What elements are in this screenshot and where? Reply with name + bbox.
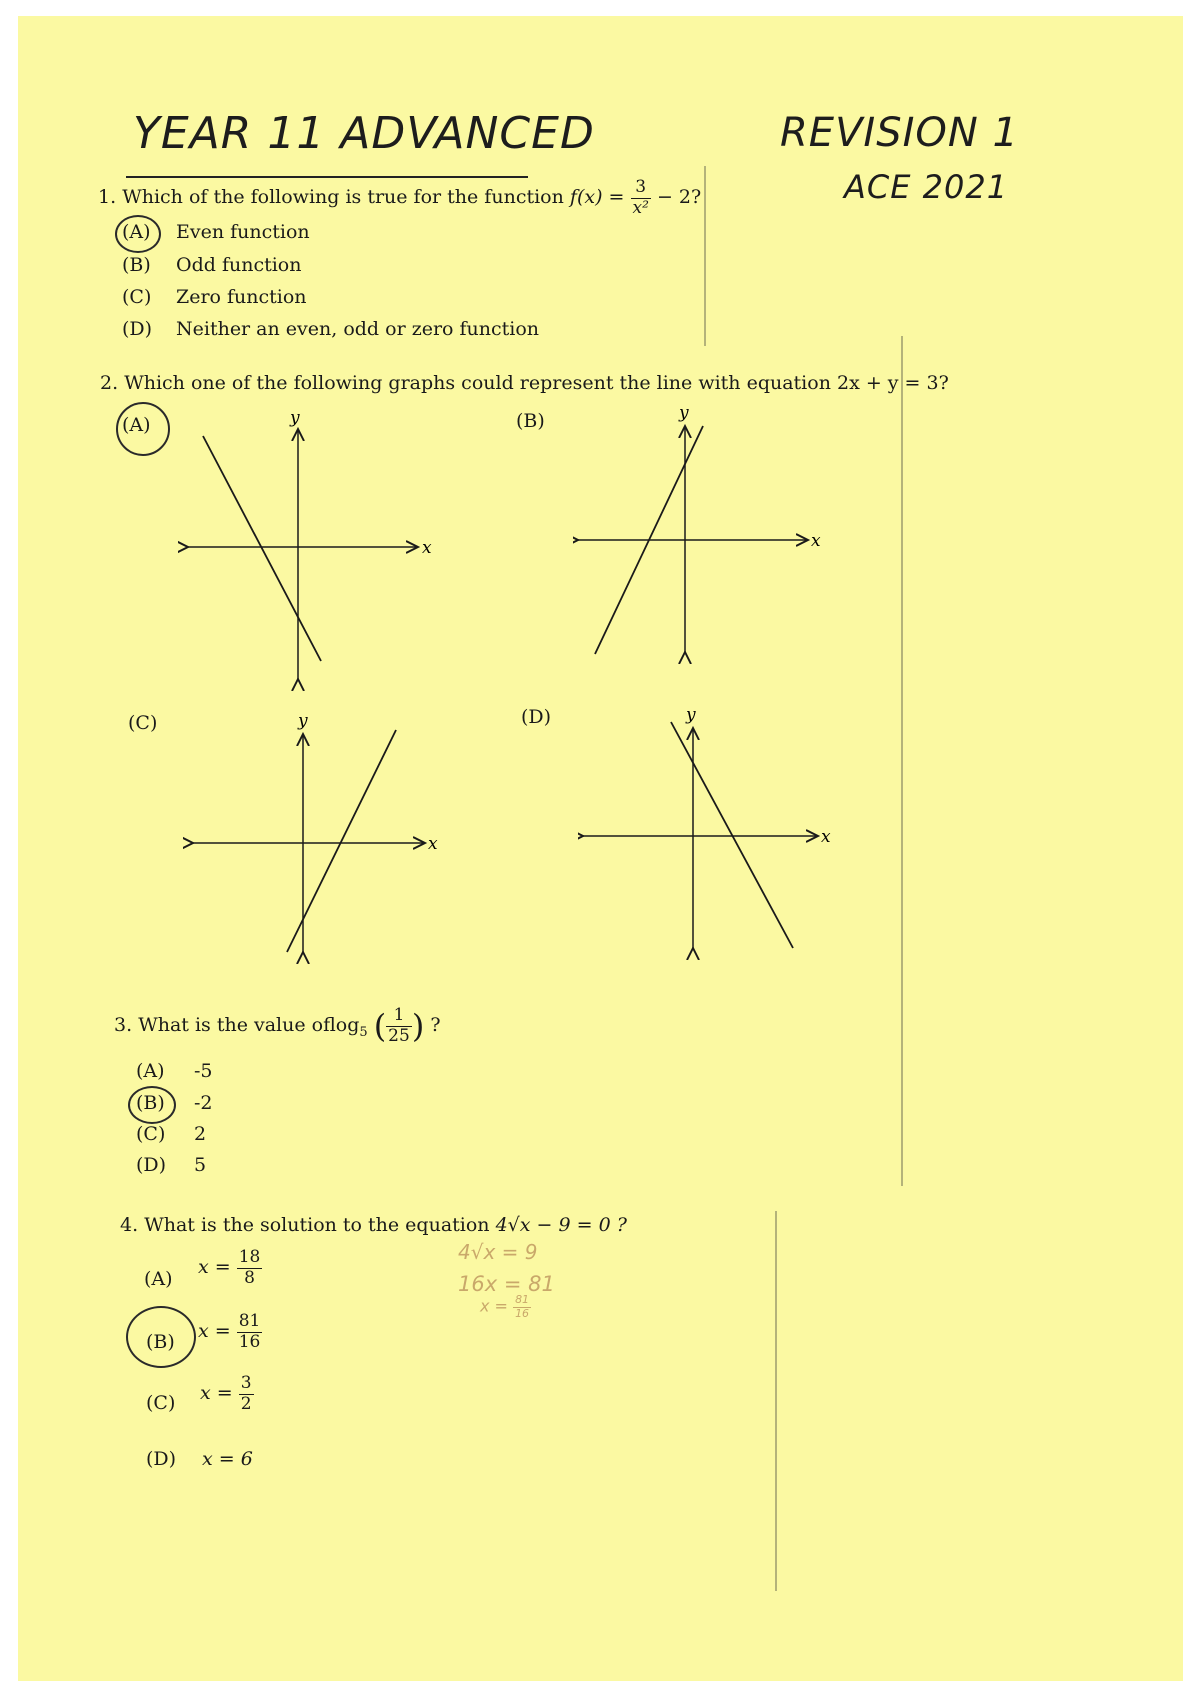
fraction-numerator: 81 [238,1311,261,1331]
fraction-numerator: 3 [240,1373,252,1393]
question-text: Which of the following is true for the function [122,186,564,209]
y-axis-label: y [298,712,308,731]
fraction-numerator: 18 [238,1247,261,1267]
fraction-numerator: 1 [386,1006,412,1027]
q1-option-a-text: Even function [176,221,310,243]
y-axis-label: y [686,706,696,725]
question-1 [98,178,701,218]
worksheet-page [18,16,1183,1681]
equation-lhs: x = [198,1256,231,1279]
working-line-3 [480,1294,531,1320]
fraction-denominator: 8 [244,1267,255,1288]
question-number: 4. [120,1214,139,1236]
q4-option-b-value [198,1312,262,1352]
x-axis-label: x [428,834,438,854]
q1-option-b-text: Odd function [176,254,302,276]
q3-option-b: (B) [136,1092,165,1114]
x-axis-label: x [821,827,831,847]
q2-option-a: (A) [122,414,151,436]
worksheet-title: YEAR 11 ADVANCED [133,108,595,159]
q4-option-a-value [198,1248,262,1288]
margin-line [704,166,706,346]
q3-option-c-text: 2 [194,1123,207,1145]
fraction-denominator: 16 [515,1306,530,1320]
question-text: What is the value of [138,1014,336,1037]
question-number: 3. [114,1014,133,1037]
q3-option-d-text: 5 [194,1154,207,1176]
graph-b [573,404,843,684]
log-symbol: log [335,1014,360,1037]
function-fraction [631,178,651,218]
equation-lhs: x = [198,1320,231,1343]
log-argument [386,1006,412,1046]
y-axis-label: y [679,404,689,423]
graph-d [578,706,848,986]
graph-a [178,411,448,691]
option-letter: (A) [122,221,151,243]
question-3 [114,1006,441,1046]
function-tail: − 2? [656,186,702,209]
q4-option-c: (C) [146,1392,176,1414]
q1-option-c: (C) [122,286,152,308]
fraction-numerator: 81 [515,1293,530,1306]
working-lhs: x = [480,1296,508,1316]
question-4 [120,1214,627,1236]
option-fraction [237,1248,263,1288]
question-tail: ? [430,1014,441,1037]
x-axis-label: x [811,531,821,551]
q4-option-a: (A) [144,1268,173,1290]
answer-circle [115,215,161,253]
revision-label: REVISION 1 [780,110,1019,156]
q4-option-b: (B) [146,1331,175,1353]
close-paren: ) [411,1007,425,1046]
q3-option-a-text: -5 [194,1060,213,1082]
graph-c [183,712,453,992]
graph-line [671,722,793,948]
graph-line [203,436,321,661]
working-line-1: 4√x = 9 [458,1240,538,1264]
q2-option-d: (D) [521,706,552,728]
fraction-numerator: 3 [631,178,651,199]
q1-option-d: (D) [122,318,153,340]
q4-option-c-value [200,1374,254,1414]
q1-option-c-text: Zero function [176,286,307,308]
question-text: What is the solution to the equation [144,1214,490,1236]
question-number: 1. [98,186,117,209]
log-base: 5 [359,1024,368,1040]
fraction-denominator: 16 [238,1331,261,1352]
option-fraction [237,1312,263,1352]
q4-option-d-value: x = 6 [202,1448,253,1470]
working-fraction [513,1294,531,1320]
question-number: 2. [100,372,119,394]
fraction-denominator: x² [632,197,649,218]
answer-circle [126,1306,196,1368]
working-line-2: 16x = 81 [458,1272,555,1296]
answer-circle [128,1086,176,1124]
q2-option-c: (C) [128,712,158,734]
equation-lhs: x = [200,1382,233,1405]
q4-option-d: (D) [146,1448,177,1470]
q3-option-b-text: -2 [194,1092,213,1114]
question-text: Which one of the following graphs could represent the line with equation 2x + y = 3? [124,372,949,394]
fraction-denominator: 25 [388,1025,410,1046]
q3-option-d: (D) [136,1154,167,1176]
x-axis-label: x [422,538,432,558]
q1-option-d-text: Neither an even, odd or zero function [176,318,540,340]
function-lhs: f(x) = [569,186,625,209]
q3-option-a: (A) [136,1060,165,1082]
q1-option-b: (B) [122,254,151,276]
question-equation: 4√x − 9 = 0 ? [495,1214,627,1236]
margin-line [901,336,903,1186]
question-2 [100,372,949,394]
option-fraction [239,1374,254,1414]
answer-circle [116,402,170,456]
y-axis-label: y [290,411,300,428]
margin-line [775,1211,777,1591]
school-year-label: ACE 2021 [844,168,1009,206]
q3-option-c: (C) [136,1123,166,1145]
fraction-denominator: 2 [240,1393,252,1414]
q2-option-b: (B) [516,410,545,432]
open-paren: ( [373,1007,387,1046]
